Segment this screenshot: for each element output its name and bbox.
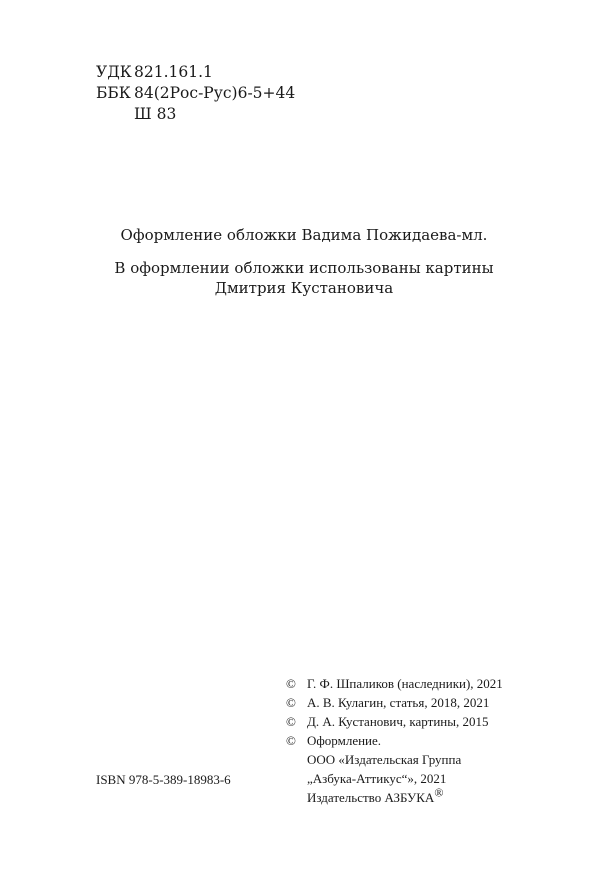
bbk-label: ББК [96, 84, 131, 102]
udk-value: 821.161.1 [134, 63, 213, 81]
isbn: ISBN 978-5-389-18983-6 [96, 772, 231, 787]
copyright-line [286, 731, 503, 750]
copyright-symbol: © [286, 676, 296, 691]
copyright-design: Оформление. [307, 733, 382, 748]
copyright-symbol: © [286, 695, 296, 710]
copyright-article: А. В. Кулагин, статья, 2018, 2021 [307, 695, 490, 710]
bbk-row [96, 83, 295, 104]
paintings-credit-line1: В оформлении обложки использованы картины [114, 259, 494, 277]
copyright-line [286, 674, 503, 693]
cover-design-text: Оформление обложки Вадима Пожидаева-мл. [120, 226, 488, 244]
registered-mark: ® [434, 785, 444, 800]
author-mark-row [96, 104, 295, 125]
udk-row [96, 62, 295, 83]
copyright-symbol: © [286, 714, 296, 729]
copyright-line [286, 712, 503, 731]
publisher-imprint-text: Издательство АЗБУКА [307, 790, 435, 805]
author-mark: Ш 83 [134, 105, 177, 123]
copyright-line [286, 693, 503, 712]
publisher-name-line1: ООО «Издательская Группа [307, 752, 462, 767]
copyright-block [286, 674, 503, 807]
bbk-value: 84(2Рос-Рус)6-5+44 [134, 84, 296, 102]
copyright-symbol: © [286, 733, 296, 748]
copyright-heirs: Г. Ф. Шпаликов (наследники), 2021 [307, 676, 503, 691]
cover-design-credit [0, 225, 608, 245]
udk-label: УДК [96, 63, 132, 81]
copyright-paintings: Д. А. Кустанович, картины, 2015 [307, 714, 489, 729]
classification-block [96, 62, 295, 125]
publisher-name-line2: „Азбука-Аттикус“», 2021 [307, 771, 447, 786]
publisher-imprint [286, 785, 503, 807]
paintings-credit-line2: Дмитрия Кустановича [214, 279, 394, 297]
paintings-credit [0, 258, 608, 298]
